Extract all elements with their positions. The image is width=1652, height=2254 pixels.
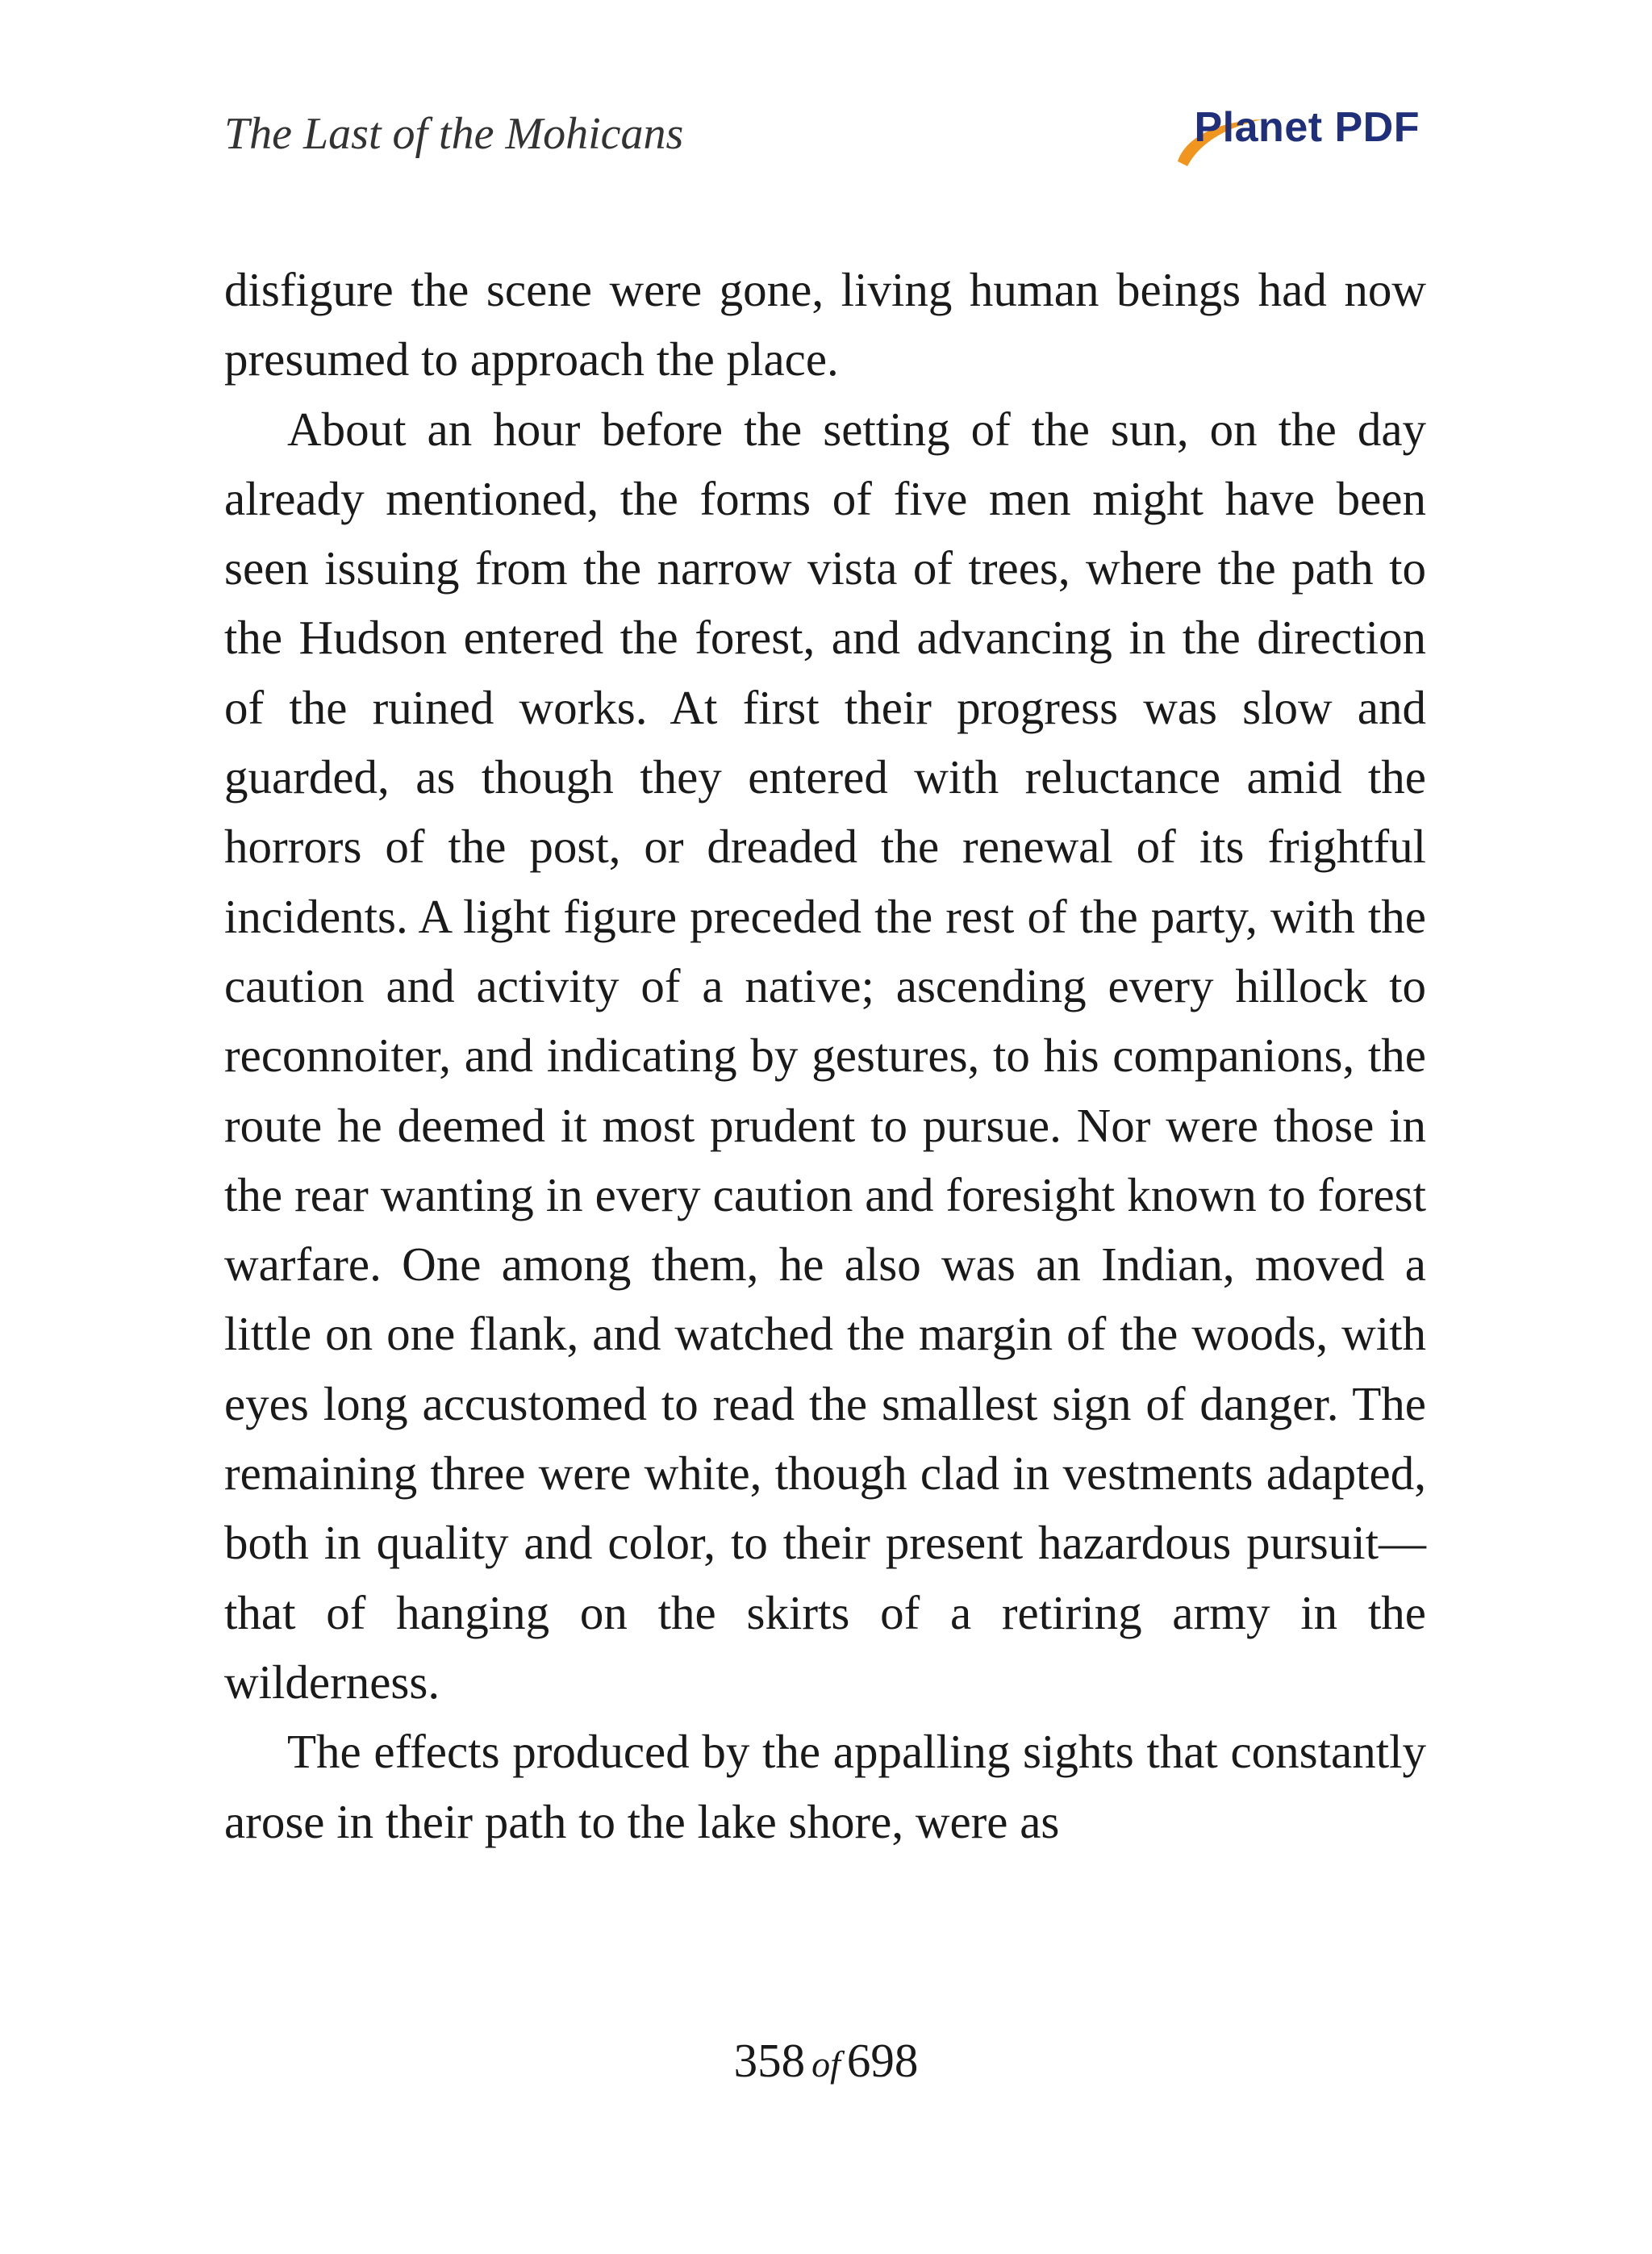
page-of-label: of [811,2043,841,2085]
logo-text: Planet PDF [1194,104,1420,151]
paragraph: disfigure the scene were gone, living human beings had now presumed to approach the place. [224,263,1426,386]
book-title: The Last of the Mohicans [224,109,684,159]
total-pages: 698 [846,2034,919,2087]
paragraph: About an hour before the setting of the sun, on the day already mentioned, the forms of five men might have been seen issuing from the narrow vista of trees, where the path to the Hudson entered the forest, and advancing in the direction of the ruined works. At first their progress was slow and guarded, as though they entered with reluctance amid the horrors of the post, or dreaded the renewal of its frightful incidents. A light figure preceded the rest of the party, with the caution and activity of a native; ascending every hillock to reconnoiter, and indicating by gestures, to his companions, the route he deemed it most prudent to pursue. Nor were those in the rear wanting in every caution and foresight known to forest warfare. One among them, he also was an Indian, moved a little on one flank, and watched the margin of the woods, with eyes long accustomed to read the smallest sign of danger. The remaining three were white, though clad in vestments adapted, both in quality and color, to their present hazardous pursuit—that of hanging on the skirts of a retiring army in the wilderness. [224,402,1426,1709]
page-body [224,255,1426,1856]
paragraph: The effects produced by the appalling sights that constantly arose in their path to the lake shore, were as [224,1725,1426,1848]
page-number [0,2033,1652,2089]
current-page: 358 [733,2034,806,2087]
page-header [224,97,1426,186]
planet-pdf-logo [1168,97,1426,169]
